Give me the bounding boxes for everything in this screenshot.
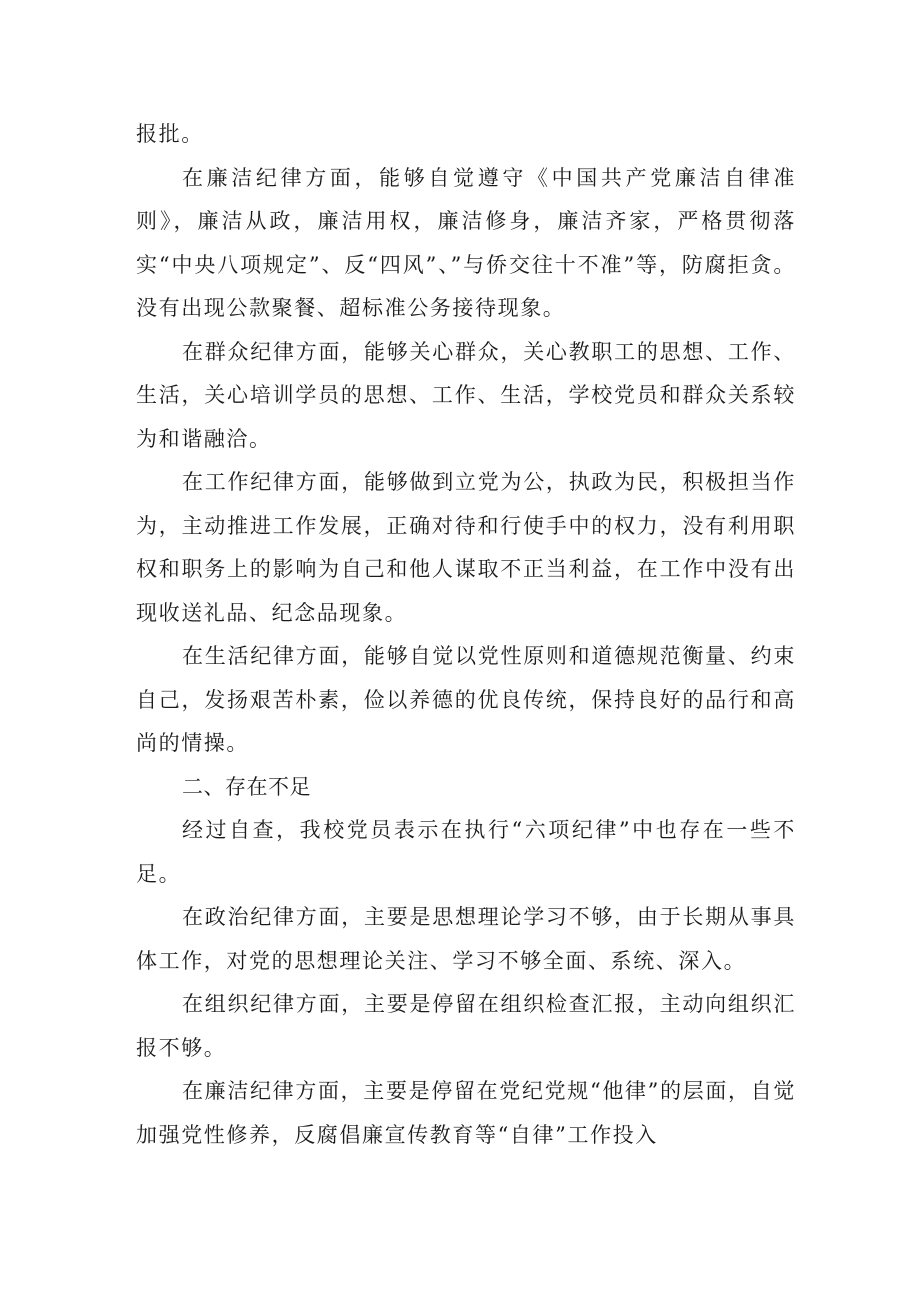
paragraph-life-discipline: 在生活纪律方面，能够自觉以党性原则和道德规范衡量、约束自己，发扬艰苦朴素，俭以养德的优良传统，保持良好的品行和高尚的情操。 [136, 644, 796, 755]
paragraph-organizational-discipline: 在组织纪律方面，主要是停留在组织检查汇报，主动向组织汇报不够。 [136, 992, 796, 1060]
paragraph-political-discipline: 在政治纪律方面，主要是思想理论学习不够，由于长期从事具体工作，对党的思想理论关注、学习不够全面、系统、深入。 [136, 905, 796, 973]
paragraph-continuation: 报批。 [136, 122, 204, 146]
paragraph-mass-discipline: 在群众纪律方面，能够关心群众，关心教职工的思想、工作、生活，关心培训学员的思想、工作、生活，学校党员和群众关系较为和谐融洽。 [136, 339, 796, 451]
paragraph-integrity-discipline: 在廉洁纪律方面，能够自觉遵守《中国共产党廉洁自律准则》，廉洁从政，廉洁用权，廉洁修身，廉洁齐家，严格贯彻落实“中央八项规定”、反“四风”、”与侨交往十不准”等，防腐拒贪。没有出现公款聚餐、超标准公务接待现象。 [136, 165, 796, 320]
section-heading: 二、存在不足 [182, 774, 311, 799]
paragraph-self-inspection: 经过自查，我校党员表示在执行“六项纪律”中也存在一些不足。 [136, 818, 796, 886]
paragraph-integrity-shortcoming: 在廉洁纪律方面，主要是停留在党纪党规“他律”的层面，自觉加强党性修养，反腐倡廉宣传教育等“自律”工作投入 [136, 1079, 796, 1147]
document-body [136, 113, 796, 1157]
paragraph-work-discipline: 在工作纪律方面，能够做到立党为公，执政为民，积极担当作为，主动推进工作发展，正确对待和行使手中的权力，没有利用职权和职务上的影响为自己和他人谋取不正当利益，在工作中没有出现收送礼品、纪念品现象。 [136, 470, 796, 625]
